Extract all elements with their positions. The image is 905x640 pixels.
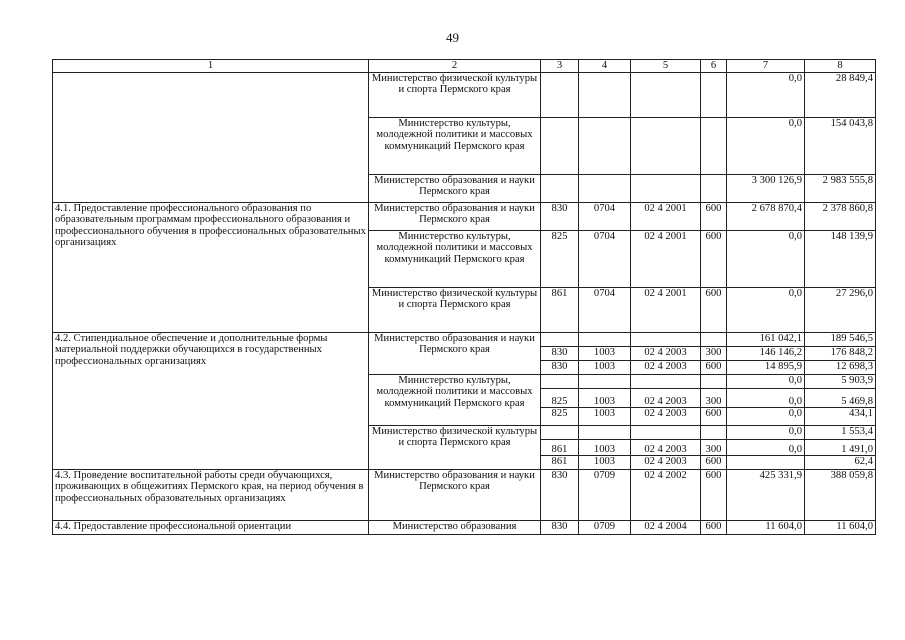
value-2019-cell: 0,0 bbox=[727, 389, 805, 408]
value-2019-cell: 0,0 bbox=[727, 288, 805, 333]
value-2019-cell: 0,0 bbox=[727, 375, 805, 389]
section-code-cell: 1003 bbox=[579, 408, 631, 426]
organization-cell: Министерство образования и науки Пермского края bbox=[369, 203, 541, 231]
header-cell: 4 bbox=[579, 60, 631, 73]
value-2019-cell bbox=[727, 456, 805, 470]
section-code-cell: 0704 bbox=[579, 231, 631, 288]
table-row bbox=[53, 203, 876, 231]
value-2020-cell: 28 849,4 bbox=[805, 73, 876, 118]
organization-cell: Министерство физической культуры и спорта Пермского края bbox=[369, 73, 541, 118]
header-cell: 5 bbox=[631, 60, 701, 73]
table-row bbox=[53, 73, 876, 118]
value-2020-cell: 27 296,0 bbox=[805, 288, 876, 333]
value-2019-cell: 146 146,2 bbox=[727, 347, 805, 361]
admin-code-cell: 825 bbox=[541, 231, 579, 288]
admin-code-cell: 825 bbox=[541, 408, 579, 426]
value-2020-cell: 148 139,9 bbox=[805, 231, 876, 288]
admin-code-cell: 830 bbox=[541, 203, 579, 231]
section-code-cell: 1003 bbox=[579, 456, 631, 470]
target-code-cell: 02 4 2003 bbox=[631, 440, 701, 456]
value-2020-cell: 5 903,9 bbox=[805, 375, 876, 389]
header-cell: 1 bbox=[53, 60, 369, 73]
value-2019-cell: 161 042,1 bbox=[727, 333, 805, 347]
section-code-cell: 1003 bbox=[579, 389, 631, 408]
target-code-cell: 02 4 2003 bbox=[631, 389, 701, 408]
value-2019-cell: 14 895,9 bbox=[727, 361, 805, 375]
measure-title-cell: 4.2. Стипендиальное обеспечение и дополнительные формы материальной поддержки обучающихся в государственных профессиональных организациях bbox=[53, 333, 369, 470]
expense-type-cell: 600 bbox=[701, 203, 727, 231]
value-2020-cell: 1 553,4 bbox=[805, 426, 876, 440]
organization-cell: Министерство образования и науки Пермского края bbox=[369, 333, 541, 375]
expense-type-cell: 300 bbox=[701, 440, 727, 456]
target-code-cell: 02 4 2001 bbox=[631, 203, 701, 231]
expense-type-cell: 600 bbox=[701, 470, 727, 521]
value-2019-cell: 0,0 bbox=[727, 408, 805, 426]
value-2020-cell: 1 491,0 bbox=[805, 440, 876, 456]
measure-title-cell: 4.4. Предоставление профессиональной ориентации bbox=[53, 521, 369, 535]
value-2019-cell: 0,0 bbox=[727, 73, 805, 118]
section-code-cell: 0704 bbox=[579, 288, 631, 333]
value-2019-cell: 2 678 870,4 bbox=[727, 203, 805, 231]
value-2020-cell: 434,1 bbox=[805, 408, 876, 426]
expense-type-cell: 600 bbox=[701, 361, 727, 375]
target-code-cell: 02 4 2003 bbox=[631, 347, 701, 361]
expense-type-cell: 300 bbox=[701, 389, 727, 408]
admin-code-cell: 825 bbox=[541, 389, 579, 408]
target-code-cell: 02 4 2001 bbox=[631, 231, 701, 288]
expense-type-cell: 600 bbox=[701, 288, 727, 333]
value-2020-cell: 62,4 bbox=[805, 456, 876, 470]
value-2020-cell: 11 604,0 bbox=[805, 521, 876, 535]
admin-code-cell: 861 bbox=[541, 456, 579, 470]
value-2019-cell: 0,0 bbox=[727, 231, 805, 288]
value-2020-cell: 2 378 860,8 bbox=[805, 203, 876, 231]
page-number: 49 bbox=[446, 30, 459, 45]
target-code-cell: 02 4 2001 bbox=[631, 288, 701, 333]
measure-title-cell: 4.3. Проведение воспитательной работы среди обучающихся, проживающих в общежитиях Пермского края, на период обучения в профессиональных образовательных организациях bbox=[53, 470, 369, 521]
section-code-cell: 1003 bbox=[579, 347, 631, 361]
budget-table bbox=[52, 59, 876, 535]
target-code-cell: 02 4 2002 bbox=[631, 470, 701, 521]
target-code-cell: 02 4 2003 bbox=[631, 456, 701, 470]
organization-cell: Министерство физической культуры и спорта Пермского края bbox=[369, 426, 541, 470]
value-2020-cell: 154 043,8 bbox=[805, 118, 876, 175]
organization-cell: Министерство образования bbox=[369, 521, 541, 535]
admin-code-cell: 861 bbox=[541, 440, 579, 456]
value-2020-cell: 5 469,8 bbox=[805, 389, 876, 408]
header-cell: 8 bbox=[805, 60, 876, 73]
target-code-cell: 02 4 2004 bbox=[631, 521, 701, 535]
organization-cell: Министерство образования и науки Пермского края bbox=[369, 470, 541, 521]
value-2020-cell: 176 848,2 bbox=[805, 347, 876, 361]
target-code-cell: 02 4 2003 bbox=[631, 361, 701, 375]
value-2020-cell: 12 698,3 bbox=[805, 361, 876, 375]
expense-type-cell: 600 bbox=[701, 456, 727, 470]
table-row bbox=[53, 470, 876, 521]
expense-type-cell: 600 bbox=[701, 408, 727, 426]
value-2019-cell: 11 604,0 bbox=[727, 521, 805, 535]
value-2020-cell: 388 059,8 bbox=[805, 470, 876, 521]
header-cell: 6 bbox=[701, 60, 727, 73]
admin-code-cell: 830 bbox=[541, 521, 579, 535]
measure-title-cell: 4.1. Предоставление профессионального образования по образовательным программам профессионального образования и профессионального обучения в профессиональных образовательных организациях bbox=[53, 203, 369, 333]
organization-cell: Министерство культуры, молодежной политики и массовых коммуникаций Пермского края bbox=[369, 231, 541, 288]
table-row bbox=[53, 333, 876, 347]
header-cell: 7 bbox=[727, 60, 805, 73]
admin-code-cell: 830 bbox=[541, 470, 579, 521]
value-2020-cell: 189 546,5 bbox=[805, 333, 876, 347]
admin-code-cell: 861 bbox=[541, 288, 579, 333]
value-2019-cell: 3 300 126,9 bbox=[727, 175, 805, 203]
organization-cell: Министерство культуры, молодежной политики и массовых коммуникаций Пермского края bbox=[369, 118, 541, 175]
value-2019-cell: 0,0 bbox=[727, 118, 805, 175]
expense-type-cell: 600 bbox=[701, 521, 727, 535]
organization-cell: Министерство образования и науки Пермского края bbox=[369, 175, 541, 203]
value-2019-cell: 0,0 bbox=[727, 440, 805, 456]
value-2020-cell: 2 983 555,8 bbox=[805, 175, 876, 203]
organization-cell: Министерство культуры, молодежной политики и массовых коммуникаций Пермского края bbox=[369, 375, 541, 426]
section-code-cell: 0709 bbox=[579, 470, 631, 521]
target-code-cell: 02 4 2003 bbox=[631, 408, 701, 426]
section-code-cell: 0709 bbox=[579, 521, 631, 535]
section-code-cell: 0704 bbox=[579, 203, 631, 231]
value-2019-cell: 0,0 bbox=[727, 426, 805, 440]
expense-type-cell: 300 bbox=[701, 347, 727, 361]
section-code-cell: 1003 bbox=[579, 440, 631, 456]
table-row bbox=[53, 521, 876, 535]
value-2019-cell: 425 331,9 bbox=[727, 470, 805, 521]
admin-code-cell: 830 bbox=[541, 361, 579, 375]
admin-code-cell: 830 bbox=[541, 347, 579, 361]
header-cell: 3 bbox=[541, 60, 579, 73]
continued-measure-cell bbox=[53, 73, 369, 203]
section-code-cell: 1003 bbox=[579, 361, 631, 375]
organization-cell: Министерство физической культуры и спорта Пермского края bbox=[369, 288, 541, 333]
expense-type-cell: 600 bbox=[701, 231, 727, 288]
header-row bbox=[53, 60, 876, 73]
header-cell: 2 bbox=[369, 60, 541, 73]
